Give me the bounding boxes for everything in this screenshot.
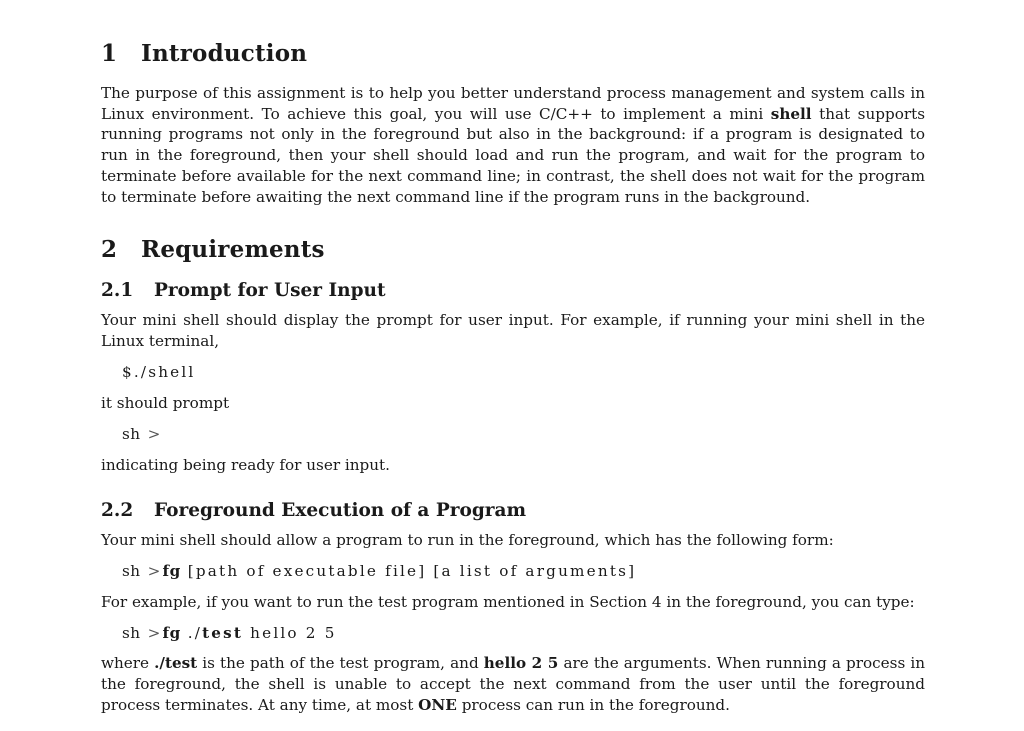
code-prompt: sh [122,425,141,444]
fg-paragraph-3 [101,653,925,715]
section-1-heading [101,38,925,70]
code-path: ./ [180,623,203,642]
text-run: The purpose of this assignment is to help you better understand process management and system calls in Linux environment. To achieve this goal, you will use C/C++ to implement a mini [101,84,925,123]
subsection-2-2-heading [101,498,925,524]
text-run: is the path of the test program, and [197,654,484,673]
section-number: 2 [101,236,118,264]
code-args: hello 2 5 [243,623,337,642]
bold-term: ./test [154,654,198,673]
code-test: test [202,623,244,642]
text-run: process can run in the foreground. [456,695,730,714]
prompt-paragraph: Your mini shell should display the prompt for user input. For example, if running your mini shell in the Linux terminal, [101,311,925,350]
code-prompt: sh [122,623,141,642]
code-line-prompt [101,424,925,445]
text-run: are the arguments. When running a process in the foreground, the shell is unable to accept the next command from the user until the foreground process terminates. At any time, at most [101,654,925,714]
section-2-heading [101,234,925,266]
code-line-fg-example [101,623,925,644]
subsection-number: 2.1 [101,280,134,302]
bold-term: hello 2 5 [483,654,559,673]
code-args: [path of executable file] [a list of arguments] [180,562,637,581]
text-run: that supports running programs not only in the foreground but also in the background: if a program is designated to run in the foreground, then your shell should load and run the program, and wait for the program to terminate before available for the next command line; in contrast, the shell does not wait for the program to terminate before awaiting the next command line if the program runs in the background. [101,104,925,206]
code-line-fg-form [101,561,925,582]
code-command: fg [162,562,181,581]
fg-paragraph-2: For example, if you want to run the test program mentioned in Section 4 in the foreground, you can type: [101,592,915,611]
code-command: fg [162,623,181,642]
section-title: Introduction [141,40,308,67]
prompt-paragraph-3: indicating being ready for user input. [101,455,390,474]
subsection-number: 2.2 [101,500,134,522]
text-run: where [101,654,155,673]
code-gt: > [147,623,163,642]
bold-term: shell [770,104,812,123]
section-number: 1 [101,40,118,67]
subsection-title: Foreground Execution of a Program [154,500,527,522]
code-gt: > [147,425,163,444]
code-gt: > [147,562,163,581]
fg-paragraph: Your mini shell should allow a program to run in the foreground, which has the following form: [101,531,834,550]
prompt-paragraph-2: it should prompt [101,394,230,413]
code-line-shell: $./shell [122,362,196,381]
code-prompt: sh [122,562,141,581]
subsection-2-1-heading [101,278,925,304]
subsection-title: Prompt for User Input [154,280,386,302]
intro-paragraph [101,83,925,207]
document-page [101,38,925,715]
bold-term: ONE [418,695,457,714]
section-title: Requirements [141,236,325,264]
